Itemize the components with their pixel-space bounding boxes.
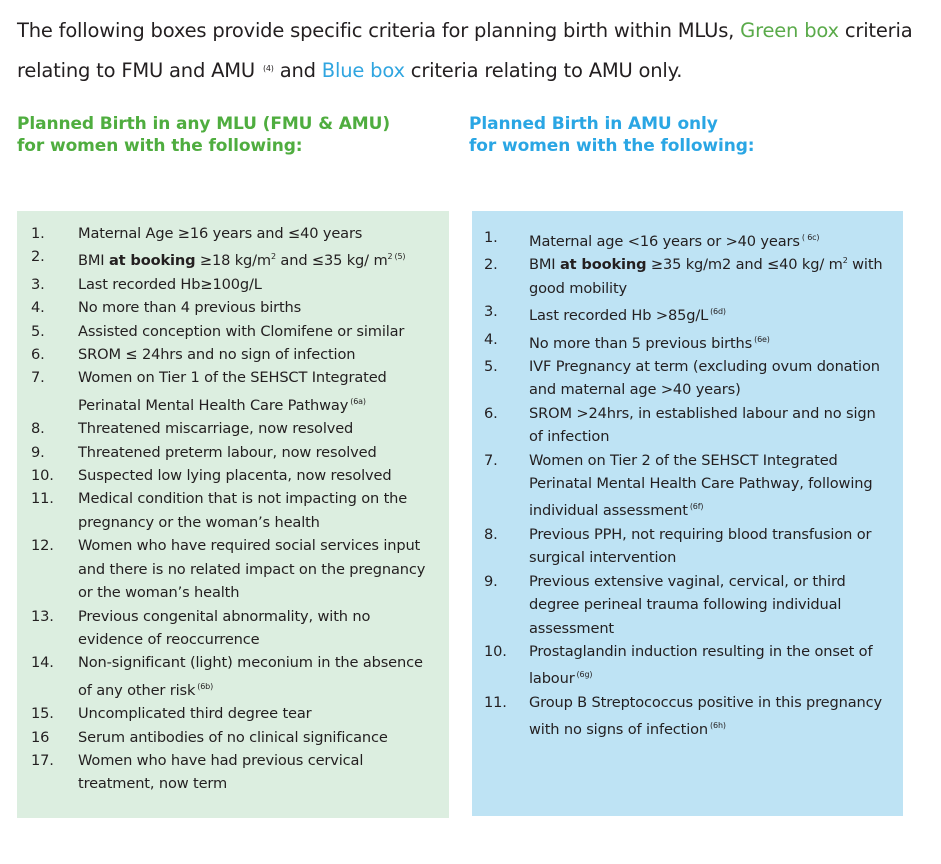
green-criterion-8 [31,417,439,440]
blue-heading-line-2: for women with the following: [469,136,755,156]
criterion-text: Group B Streptococcus positive in this pregnancy with no signs of infection [529,693,882,739]
criterion-number: 6. [31,346,45,364]
criterion-text: Threatened miscarriage, now resolved [78,420,354,438]
criterion-number: 11. [484,693,507,711]
criterion-text: Last recorded Hb≥100g/L [78,275,262,293]
reference-marker: ( 6c) [801,233,820,242]
criterion-text: Prostaglandin induction resulting in the onset of labour [529,642,873,688]
criterion-bold-text: at booking [108,252,196,270]
green-criteria-box [17,211,449,818]
superscript: 2 [387,252,393,262]
criterion-text: BMI [529,256,560,274]
criterion-number: 17. [31,751,54,769]
criterion-text: Assisted conception with Clomifene or similar [78,322,405,340]
criterion-text: Women who have required social services input and there is no related impact on the pregnancy or the woman’s health [78,537,426,602]
criterion-text: Non-significant (light) meconium in the absence of any other risk [78,654,423,699]
criterion-text: Maternal age <16 years or >40 years [529,233,800,250]
criterion-number: 4. [484,330,498,348]
criterion-number: 13. [31,607,54,625]
blue-criterion-6 [484,402,893,449]
blue-criterion-8 [484,523,893,570]
criterion-text: Serum antibodies of no clinical significance [78,728,388,746]
green-criterion-2 [31,245,439,272]
green-criterion-14 [31,651,439,702]
green-heading-line-2: for women with the following: [17,136,303,156]
criterion-number: 8. [31,420,45,438]
green-criterion-13 [31,605,439,652]
criterion-bold-text: at booking [559,256,647,274]
criterion-text: Threatened preterm labour, now resolved [78,443,377,461]
green-criterion-15 [31,702,439,725]
criterion-text: No more than 5 previous births [529,334,753,352]
criterion-number: 10. [31,467,54,485]
reference-marker: (5) [394,252,406,262]
green-heading [17,113,457,157]
green-criterion-17 [31,749,439,796]
criterion-text: Women who have had previous cervical treatment, now term [78,751,364,793]
criterion-text: Uncomplicated third degree tear [78,705,312,723]
reference-marker: (6a) [350,396,366,406]
criterion-number: 10. [484,642,507,660]
criterion-text: Previous extensive vaginal, cervical, or third degree perineal trauma following individual assessment [529,572,846,637]
blue-criterion-9 [484,570,893,640]
criterion-number: 5. [31,322,45,340]
intro-text-3: and [273,59,322,82]
reference-marker: (6e) [754,334,770,344]
green-criterion-6 [31,343,439,366]
green-criterion-3 [31,273,439,296]
blue-criterion-4 [484,328,893,355]
blue-criterion-7 [484,449,893,523]
criterion-text: Suspected low lying placenta, now resolved [78,467,392,485]
intro-green-word: Green box [740,19,839,42]
criterion-number: 11. [31,490,54,508]
criterion-number: 12. [31,537,54,555]
criterion-text: ≥35 kg/m2 and ≤40 kg/ [646,256,825,274]
criterion-number: 16 [31,728,50,746]
intro-text-1: The following boxes provide specific criteria for planning birth within MLUs, [17,19,741,42]
criterion-number: 3. [31,275,45,293]
criterion-text: Medical condition that is not impacting on the pregnancy or the woman’s health [78,490,408,531]
green-criterion-12 [31,534,439,604]
criterion-text: Women on Tier 1 of the SEHSCT Integrated Perinatal Mental Health Care Pathway [78,369,387,414]
criterion-text: with good mobility [529,256,883,297]
criterion-text: Maternal Age ≥16 years and ≤40 years [78,225,363,242]
criterion-number: 2. [31,248,45,266]
blue-criteria-list [484,226,893,742]
criterion-number: 5. [484,358,498,376]
superscript: 2 [842,256,848,266]
criterion-text: Last recorded Hb >85g/L [529,307,709,325]
reference-marker: (6f) [689,502,704,512]
criterion-number: 14. [31,654,54,672]
blue-heading-line-1: Planned Birth in AMU only [469,114,718,134]
reference-marker: (6b) [197,681,214,691]
green-criterion-16 [31,726,439,749]
intro-text-4: criteria relating to AMU only. [404,59,683,82]
criterion-number: 4. [31,299,45,317]
green-criterion-1 [31,222,439,245]
reference-marker: (6d) [710,307,726,317]
criterion-text: m [373,252,388,270]
green-criterion-5 [31,320,439,343]
green-criterion-4 [31,296,439,319]
blue-criterion-1 [484,226,893,253]
criterion-number: 6. [484,404,498,422]
criterion-text: SROM ≤ 24hrs and no sign of infection [78,346,356,364]
criterion-number: 9. [31,443,45,461]
blue-criterion-5 [484,355,893,402]
intro-reference: (4) [262,64,274,73]
intro-blue-word: Blue box [321,59,405,82]
criterion-text: Women on Tier 2 of the SEHSCT Integrated Perinatal Mental Health Care Pathway, following individual assessment [529,451,873,520]
blue-criterion-11 [484,691,893,742]
criterion-number: 7. [484,451,498,469]
criterion-number: 3. [484,303,498,321]
green-criterion-9 [31,441,439,464]
green-heading-line-1: Planned Birth in any MLU (FMU & AMU) [17,114,390,134]
criterion-number: 1. [484,229,498,246]
criterion-number: 15. [31,705,54,723]
criterion-text: BMI [78,252,109,270]
reference-marker: (6g) [576,670,593,680]
criterion-text: and ≤35 kg/ [275,252,369,270]
intro-paragraph [17,12,922,90]
blue-criterion-10 [484,640,893,691]
green-criteria-list [31,222,439,796]
criterion-text: SROM >24hrs, in established labour and no sign of infection [529,404,876,446]
blue-criterion-3 [484,300,893,327]
criterion-text: Previous PPH, not requiring blood transfusion or surgical intervention [529,525,872,567]
criterion-text: IVF Pregnancy at term (excluding ovum donation and maternal age >40 years) [529,358,880,399]
criterion-number: 1. [31,225,45,242]
criterion-number: 2. [484,256,498,274]
criterion-text: No more than 4 previous births [78,299,302,317]
blue-criterion-2 [484,253,893,300]
reference-marker: (6h) [710,721,726,731]
criterion-number: 9. [484,572,498,590]
green-criterion-7 [31,366,439,417]
blue-criteria-box [472,211,903,816]
green-criterion-11 [31,487,439,534]
criterion-text: Previous congenital abnormality, with no evidence of reoccurrence [78,607,371,648]
green-criterion-10 [31,464,439,487]
superscript: 2 [270,252,276,262]
criterion-number: 7. [31,369,45,387]
intro-text-2: criteria relating to FMU and AMU [17,19,913,82]
criterion-text: ≥18 kg/m [195,252,271,270]
criterion-text: m [828,256,843,274]
criterion-number: 8. [484,525,498,543]
blue-heading [469,113,909,157]
